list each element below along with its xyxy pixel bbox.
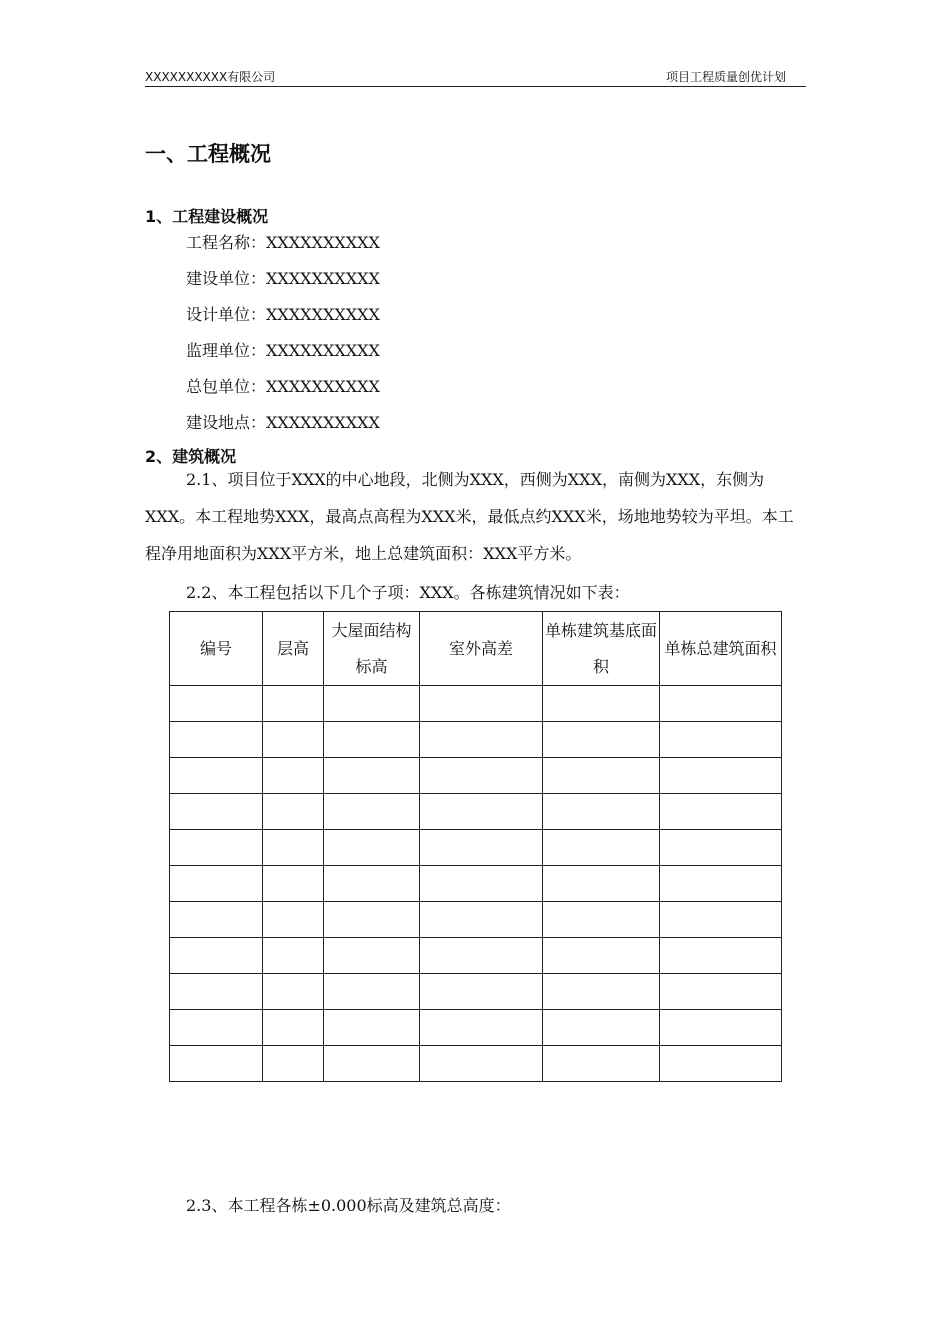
table-cell [420, 866, 543, 902]
page-header [145, 66, 806, 87]
table-cell [263, 1046, 324, 1082]
table-cell [324, 938, 420, 974]
table-cell [324, 830, 420, 866]
table-cell [543, 722, 660, 758]
table-cell [660, 722, 782, 758]
table-row [170, 974, 782, 1010]
table-cell [420, 1046, 543, 1082]
table-row [170, 794, 782, 830]
table-cell [170, 686, 263, 722]
table-cell [543, 1046, 660, 1082]
table-cell [324, 794, 420, 830]
table-cell [660, 794, 782, 830]
table-cell [660, 686, 782, 722]
table-cell [170, 794, 263, 830]
table-cell [170, 866, 263, 902]
table-cell [263, 686, 324, 722]
table-cell [324, 1046, 420, 1082]
table-cell [660, 758, 782, 794]
table-row [170, 686, 782, 722]
field-supervisor: 监理单位：XXXXXXXXXX [186, 341, 380, 360]
table-cell [324, 686, 420, 722]
table-cell [170, 974, 263, 1010]
table-cell [543, 758, 660, 794]
table-cell [324, 866, 420, 902]
table-cell [420, 902, 543, 938]
building-table [169, 611, 782, 1082]
table-cell [660, 938, 782, 974]
table-cell [660, 902, 782, 938]
table-cell [170, 830, 263, 866]
table-cell [170, 1046, 263, 1082]
col-header-total-area: 单栋总建筑面积 [660, 612, 782, 686]
col-header-roof-elevation: 大屋面结构标高 [324, 612, 420, 686]
paragraph-2-1 [145, 461, 806, 572]
table-cell [420, 974, 543, 1010]
table-row [170, 758, 782, 794]
table-cell [660, 866, 782, 902]
col-header-id: 编号 [170, 612, 263, 686]
table-cell [420, 722, 543, 758]
field-designer: 设计单位：XXXXXXXXXX [186, 305, 380, 324]
table-cell [660, 974, 782, 1010]
table-cell [543, 830, 660, 866]
table-cell [543, 866, 660, 902]
table-cell [420, 794, 543, 830]
subsection-title-1: 1、工程建设概况 [145, 207, 269, 226]
table-cell [263, 902, 324, 938]
table-cell [543, 938, 660, 974]
table-cell [420, 758, 543, 794]
table-row [170, 866, 782, 902]
table-cell [170, 1010, 263, 1046]
table-row [170, 938, 782, 974]
col-header-floor-height: 层高 [263, 612, 324, 686]
table-cell [324, 902, 420, 938]
field-location: 建设地点：XXXXXXXXXX [186, 413, 380, 432]
table-cell [324, 722, 420, 758]
field-project-name: 工程名称：XXXXXXXXXX [186, 233, 380, 252]
table-row [170, 830, 782, 866]
table-cell [543, 902, 660, 938]
table-cell [324, 758, 420, 794]
table-cell [543, 1010, 660, 1046]
table-cell [263, 722, 324, 758]
table-header-row [170, 612, 782, 686]
header-doc-title: 项目工程质量创优计划 [665, 70, 786, 84]
table-cell [543, 686, 660, 722]
table-cell [170, 758, 263, 794]
table-cell [263, 830, 324, 866]
table-cell [660, 1046, 782, 1082]
table-body [170, 686, 782, 1082]
col-header-outdoor-diff: 室外高差 [420, 612, 543, 686]
table-cell [263, 758, 324, 794]
table-cell [660, 1010, 782, 1046]
table-cell [263, 974, 324, 1010]
table-cell [420, 938, 543, 974]
table-cell [543, 974, 660, 1010]
paragraph-2-1-text: 2.1、项目位于XXX的中心地段，北侧为XXX，西侧为XXX，南侧为XXX，东侧为XXX。本工程地势XXX，最高点高程为XXX米，最低点约XXX米，场地地势较为平坦。本工程净用地面积为XXX平方米，地上总建筑面积：XXX平方米。 [145, 470, 794, 563]
table-row [170, 1010, 782, 1046]
header-company: XXXXXXXXXX有限公司 [145, 70, 276, 84]
col-header-base-area: 单栋建筑基底面积 [543, 612, 660, 686]
table-cell [170, 722, 263, 758]
table-cell [420, 686, 543, 722]
table-cell [263, 794, 324, 830]
table-row [170, 902, 782, 938]
table-cell [263, 938, 324, 974]
paragraph-2-3: 2.3、本工程各栋±0.000标高及建筑总高度： [186, 1196, 511, 1215]
table-cell [324, 1010, 420, 1046]
field-owner: 建设单位：XXXXXXXXXX [186, 269, 380, 288]
table-cell [420, 830, 543, 866]
paragraph-2-2: 2.2、本工程包括以下几个子项：XXX。各栋建筑情况如下表： [186, 583, 630, 602]
section-title: 一、工程概况 [145, 142, 271, 166]
table-cell [543, 794, 660, 830]
table-cell [263, 866, 324, 902]
table-row [170, 722, 782, 758]
subsection-title-2: 2、建筑概况 [145, 447, 237, 466]
table-cell [324, 974, 420, 1010]
table-cell [420, 1010, 543, 1046]
table-cell [170, 902, 263, 938]
table-cell [660, 830, 782, 866]
table-cell [170, 938, 263, 974]
field-contractor: 总包单位：XXXXXXXXXX [186, 377, 380, 396]
table-cell [263, 1010, 324, 1046]
table-row [170, 1046, 782, 1082]
